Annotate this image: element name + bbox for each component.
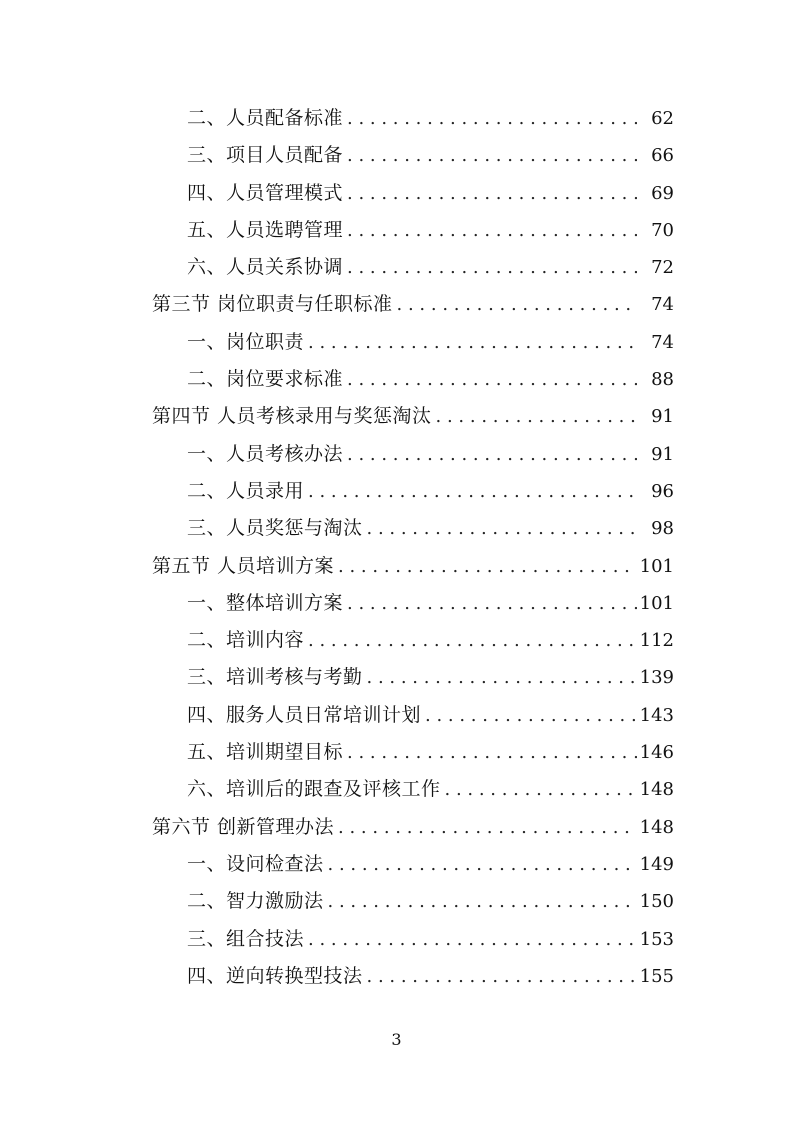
toc-entry-title: 六、人员关系协调 xyxy=(187,256,344,279)
toc-entry-title: 一、设问检查法 xyxy=(187,852,324,875)
toc-subsection-entry[interactable] xyxy=(0,510,793,547)
toc-entry-title: 二、培训内容 xyxy=(187,629,305,652)
toc-page-number: 153 xyxy=(639,928,674,950)
toc-dot-leader xyxy=(367,510,637,547)
toc-subsection-entry[interactable] xyxy=(0,622,793,659)
toc-page-number: 149 xyxy=(639,853,674,875)
toc-dot-leader xyxy=(367,659,637,696)
toc-subsection-entry[interactable] xyxy=(0,249,793,286)
toc-page-number: 143 xyxy=(639,704,674,726)
toc-entry-title: 六、培训后的跟查及评核工作 xyxy=(187,778,441,801)
toc-page-number: 155 xyxy=(639,965,674,987)
toc-dot-leader xyxy=(308,324,637,361)
toc-subsection-entry[interactable] xyxy=(0,175,793,212)
toc-subsection-entry[interactable] xyxy=(0,921,793,958)
toc-subsection-entry[interactable] xyxy=(0,100,793,137)
toc-entry-title: 三、人员奖惩与淘汰 xyxy=(187,517,363,540)
toc-dot-leader xyxy=(347,436,637,473)
toc-dot-leader xyxy=(347,137,637,174)
toc-entry-title: 二、人员录用 xyxy=(187,479,305,502)
toc-page-number: 148 xyxy=(639,816,674,838)
toc-entry-title: 四、逆向转换型技法 xyxy=(187,964,363,987)
toc-subsection-entry[interactable] xyxy=(0,846,793,883)
toc-dot-leader xyxy=(347,212,637,249)
toc-dot-leader xyxy=(308,473,637,510)
toc-page-number: 101 xyxy=(639,592,674,614)
toc-entry-title: 一、岗位职责 xyxy=(187,330,305,353)
toc-entry-title: 四、服务人员日常培训计划 xyxy=(187,703,422,726)
toc-dot-leader xyxy=(347,249,637,286)
toc-entry-title: 一、人员考核办法 xyxy=(187,442,344,465)
toc-dot-leader xyxy=(436,398,637,435)
toc-entry-title: 五、培训期望目标 xyxy=(187,741,344,764)
toc-entry-title: 第四节 人员考核录用与奖惩淘汰 xyxy=(152,405,432,428)
toc-page-number: 148 xyxy=(639,779,674,801)
toc-section-entry[interactable] xyxy=(0,398,793,435)
toc-entry-title: 三、项目人员配备 xyxy=(187,144,344,167)
toc-entry-title: 第六节 创新管理办法 xyxy=(152,815,335,838)
toc-entry-title: 三、培训考核与考勤 xyxy=(187,666,363,689)
toc-entry-title: 五、人员选聘管理 xyxy=(187,218,344,241)
toc-dot-leader xyxy=(445,771,637,808)
toc-entry-title: 二、人员配备标准 xyxy=(187,107,344,129)
toc-subsection-entry[interactable] xyxy=(0,436,793,473)
toc-dot-leader xyxy=(328,883,637,920)
toc-dot-leader xyxy=(347,361,637,398)
toc-entry-title: 二、智力激励法 xyxy=(187,890,324,913)
toc-section-entry[interactable] xyxy=(0,286,793,323)
toc-entry-title: 一、整体培训方案 xyxy=(187,591,344,614)
toc-dot-leader xyxy=(347,585,637,622)
toc-page-number: 66 xyxy=(651,145,674,167)
toc-subsection-entry[interactable] xyxy=(0,585,793,622)
toc-subsection-entry[interactable] xyxy=(0,697,793,734)
toc-page-number: 101 xyxy=(639,555,674,577)
toc-dot-leader xyxy=(347,100,637,137)
toc-subsection-entry[interactable] xyxy=(0,137,793,174)
toc-entry-title: 三、组合技法 xyxy=(187,927,305,950)
toc-page-number: 146 xyxy=(639,742,674,764)
toc-page-number: 139 xyxy=(639,667,674,689)
toc-page-number: 88 xyxy=(651,369,674,391)
toc-page-number: 150 xyxy=(639,891,674,913)
toc-dot-leader xyxy=(308,622,637,659)
toc-entry-title: 二、岗位要求标准 xyxy=(187,368,344,391)
toc-dot-leader xyxy=(397,286,637,323)
toc-subsection-entry[interactable] xyxy=(0,883,793,920)
toc-entry-title: 第三节 岗位职责与任职标准 xyxy=(152,293,393,316)
toc-dot-leader xyxy=(347,734,637,771)
toc-page-number: 74 xyxy=(651,331,674,353)
toc-subsection-entry[interactable] xyxy=(0,212,793,249)
toc-page-number: 72 xyxy=(651,257,674,279)
toc-page-number: 96 xyxy=(651,480,674,502)
toc-dot-leader xyxy=(328,846,637,883)
toc-dot-leader xyxy=(338,809,637,846)
toc-dot-leader xyxy=(308,921,637,958)
page-number: 3 xyxy=(391,1030,402,1049)
toc-section-entry[interactable] xyxy=(0,548,793,585)
toc-page-number: 91 xyxy=(651,406,674,428)
toc-entry-title: 四、人员管理模式 xyxy=(187,181,344,204)
toc-subsection-entry[interactable] xyxy=(0,958,793,995)
toc-page-number: 62 xyxy=(651,108,674,129)
toc-page-number: 98 xyxy=(651,518,674,540)
toc-page-number: 70 xyxy=(651,219,674,241)
toc-entry-title: 第五节 人员培训方案 xyxy=(152,554,335,577)
toc-subsection-entry[interactable] xyxy=(0,473,793,510)
toc-section-entry[interactable] xyxy=(0,809,793,846)
toc-page-number: 74 xyxy=(651,294,674,316)
toc-subsection-entry[interactable] xyxy=(0,771,793,808)
toc-page-number: 112 xyxy=(639,630,674,652)
toc-dot-leader xyxy=(425,697,637,734)
toc-subsection-entry[interactable] xyxy=(0,734,793,771)
toc-subsection-entry[interactable] xyxy=(0,361,793,398)
toc-page-number: 69 xyxy=(651,182,674,204)
toc-page-number: 91 xyxy=(651,443,674,465)
toc-dot-leader xyxy=(367,958,637,995)
toc-dot-leader xyxy=(347,175,637,212)
toc-subsection-entry[interactable] xyxy=(0,324,793,361)
table-of-contents xyxy=(0,100,793,995)
toc-subsection-entry[interactable] xyxy=(0,659,793,696)
toc-dot-leader xyxy=(338,548,637,585)
